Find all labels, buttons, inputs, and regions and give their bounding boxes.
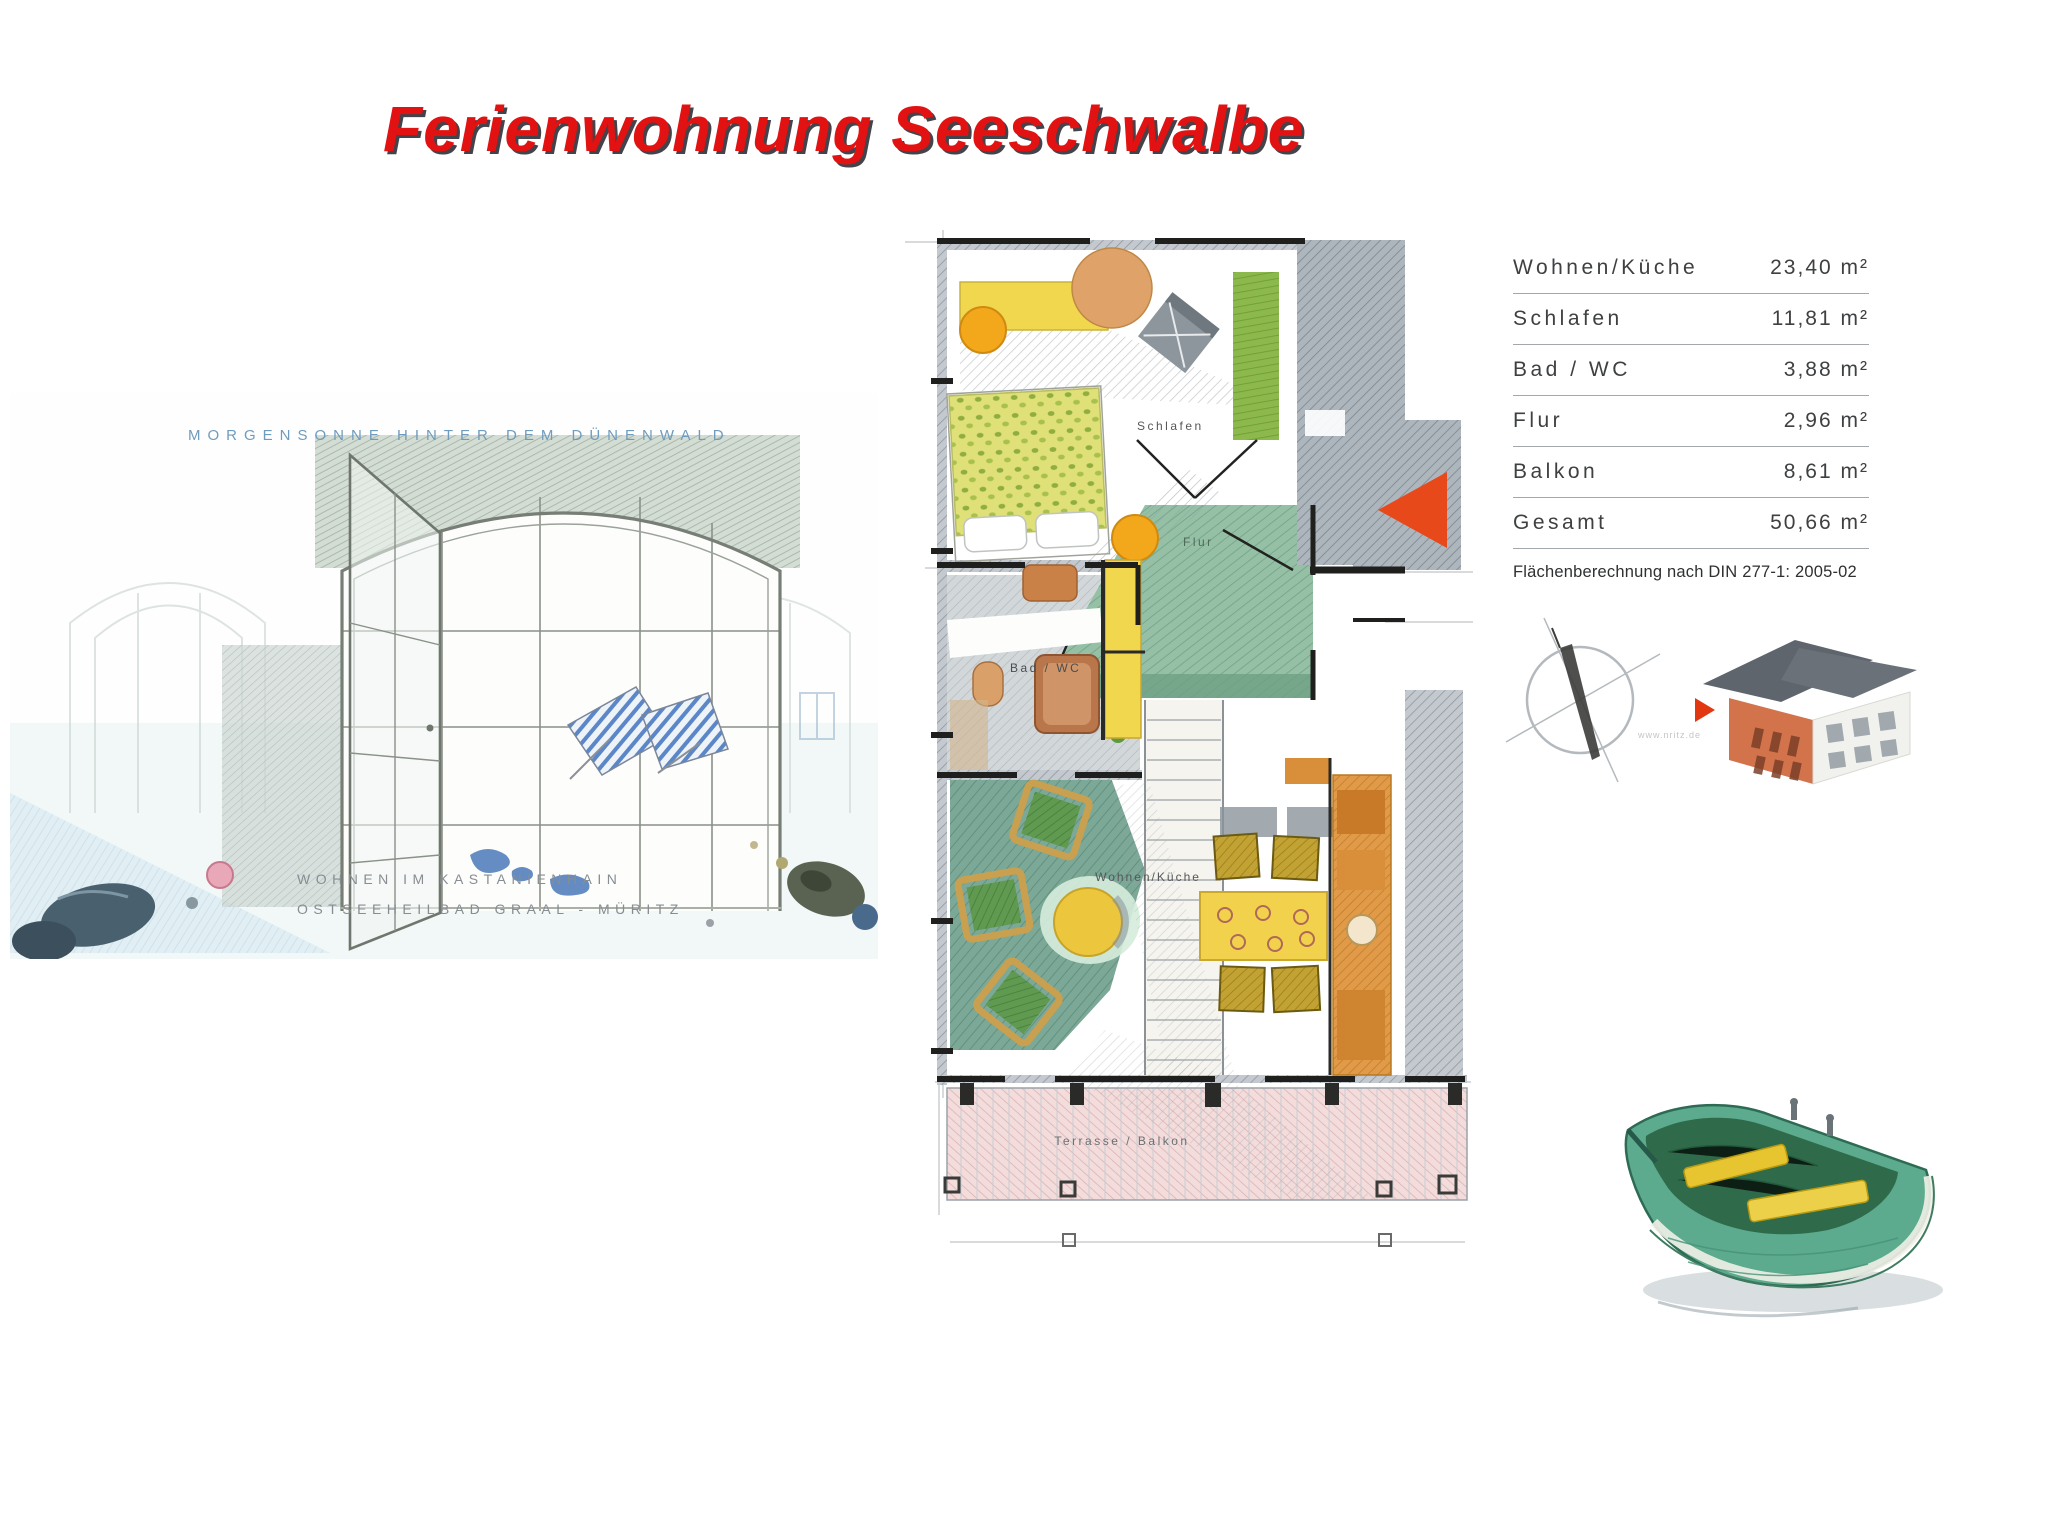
- compass-icon: [1500, 612, 1670, 787]
- stool-2: [1112, 515, 1158, 561]
- row-value: 2,96 m²: [1783, 409, 1869, 432]
- table-row: [1513, 345, 1869, 396]
- sketch-caption-line1: WOHNEN IM KASTANIENHAIN: [297, 871, 623, 887]
- website-text: www.nritz.de: [1638, 730, 1702, 740]
- coffee-table: [1054, 888, 1122, 956]
- label-bath: Bad / WC: [1010, 661, 1082, 675]
- row-label: Wohnen/Küche: [1513, 256, 1699, 279]
- wall-mass-right-top: [1297, 240, 1353, 565]
- table-row: [1513, 243, 1869, 294]
- label-bedroom: Schlafen: [1137, 419, 1204, 433]
- bedroom-table: [1072, 248, 1152, 328]
- building-arrow-icon: [1695, 698, 1715, 722]
- table-row: [1513, 447, 1869, 498]
- row-label: Bad / WC: [1513, 358, 1631, 381]
- green-runner: [1233, 272, 1279, 440]
- row-label: Gesamt: [1513, 511, 1608, 534]
- right-wall: [1405, 690, 1463, 1075]
- table-row: [1513, 294, 1869, 345]
- area-table: [1513, 243, 1869, 582]
- left-sketch-image: [10, 393, 878, 959]
- row-label: Flur: [1513, 409, 1564, 432]
- stool: [960, 307, 1006, 353]
- row-value: 11,81 m²: [1771, 307, 1869, 330]
- table-row: [1513, 396, 1869, 447]
- din-note: Flächenberechnung nach DIN 277-1: 2005-02: [1513, 563, 1857, 581]
- bed: [947, 386, 1110, 562]
- left-wall: [937, 240, 947, 1085]
- label-terrace: Terrasse / Balkon: [1054, 1134, 1190, 1148]
- table-row-total: [1513, 498, 1869, 549]
- boat-illustration: [1598, 1072, 1968, 1337]
- building-render: [1695, 632, 1930, 792]
- floor-plan: [905, 230, 1475, 1345]
- row-value: 8,61 m²: [1783, 460, 1869, 483]
- row-label: Balkon: [1513, 460, 1599, 483]
- row-label: Schlafen: [1513, 307, 1623, 330]
- row-value: 3,88 m²: [1783, 358, 1869, 381]
- sketch-caption-top: MORGENSONNE HINTER DEM DÜNENWALD: [188, 427, 731, 444]
- label-living: Wohnen/Küche: [1095, 870, 1201, 884]
- page-title: Ferienwohnung Seeschwalbe: [383, 93, 1305, 165]
- label-hall: Flur: [1183, 535, 1214, 549]
- row-value: 50,66 m²: [1770, 511, 1869, 534]
- row-value: 23,40 m²: [1770, 256, 1869, 279]
- sketch-caption-line2: OSTSEEHEILBAD GRAAL - MÜRITZ: [297, 901, 684, 917]
- dining-set: [1200, 807, 1333, 1012]
